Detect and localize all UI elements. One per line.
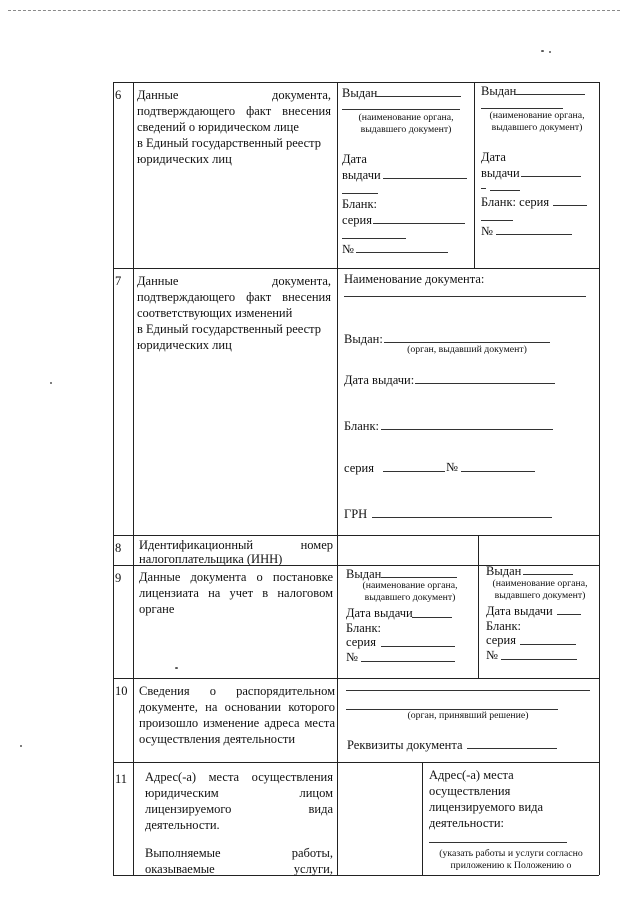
series-label: серия (486, 633, 516, 647)
field-hint: (наименование органа, (358, 112, 454, 123)
row-label-line: подтверждающего факт внесения (137, 104, 331, 118)
row-label-line: Адрес(-а) места осуществления (145, 770, 333, 784)
date-line (490, 190, 520, 191)
row-number: 11 (115, 772, 128, 786)
row-label-line: в Единый государственный реестр (137, 136, 322, 150)
date-label: Дата выдачи (486, 604, 553, 618)
row-label-line: соответствующих изменений (137, 306, 293, 320)
row-label-line: налогоплательщика (ИНН) (139, 552, 283, 566)
row-label-line: сведений о юридическом лице (137, 120, 299, 134)
date-label: Дата (342, 152, 367, 166)
document-name-label: Наименование документа: (344, 272, 485, 286)
row-label-line: Данные документа, (137, 88, 331, 102)
table-rule (478, 535, 479, 678)
issued-line (375, 96, 461, 97)
table-rule (474, 82, 475, 268)
issued-label: Выдан: (344, 332, 383, 346)
row-label-line: юридическим лицом (145, 786, 333, 800)
row-number: 6 (115, 88, 122, 102)
blank-label: Бланк: (486, 619, 522, 633)
row-number: 9 (115, 571, 122, 585)
blank-label: Бланк: (342, 197, 378, 211)
row-label-line: оказываемые услуги, (145, 862, 333, 876)
series-line (381, 646, 455, 647)
row-label-line: произошло изменение адреса места (139, 716, 335, 730)
table-rule (133, 82, 134, 875)
number-label: № (481, 224, 493, 238)
decision-line (346, 690, 590, 691)
date-label: Дата выдачи: (344, 373, 415, 387)
row-label-line: Выполняемые работы, (145, 846, 333, 860)
table-rule (113, 678, 599, 679)
issued-label: Выдан (481, 84, 517, 98)
scan-speck (541, 50, 544, 52)
scan-speck (549, 51, 551, 53)
date-line (481, 188, 486, 189)
series-line (342, 238, 406, 239)
row-label-line: Идентификационный номер (139, 538, 333, 552)
requisites-line (467, 748, 557, 749)
field-hint: (орган, принявший решение) (407, 710, 529, 721)
row-label-line: подтверждающего факт внесения (137, 290, 331, 304)
number-line (496, 234, 572, 235)
number-label: № (486, 648, 498, 662)
field-hint: выдавшего документ) (494, 590, 586, 601)
issued-label: Выдан (346, 567, 382, 581)
table-rule (599, 82, 600, 875)
series-label: серия (346, 635, 376, 649)
date-line (383, 178, 467, 179)
number-label: № (446, 460, 458, 474)
row-label-line: лицензиата на учет в налоговом (139, 586, 333, 600)
blank-label: Бланк: (344, 419, 380, 433)
row-label-line: юридических лиц (137, 152, 232, 166)
issued-line (481, 108, 563, 109)
row-label-line: Данные документа о постановке (139, 570, 333, 584)
table-rule (113, 762, 599, 763)
document-name-line (344, 296, 586, 297)
number-label: № (342, 242, 354, 256)
field-hint: (наименование органа, (492, 578, 588, 589)
issued-line (381, 577, 457, 578)
series-label: серия (344, 461, 374, 475)
row-label-line: Сведения о распорядительном (139, 684, 335, 698)
issued-label: Выдан (342, 86, 378, 100)
address-label-line: осуществления (429, 784, 511, 798)
field-hint: (указать работы и услуги согласно (439, 848, 583, 859)
date-line (342, 193, 378, 194)
row-label-line: Данные документа, (137, 274, 331, 288)
row-label-line: в Единый государственный реестр (137, 322, 322, 336)
table-rule (113, 82, 114, 875)
date-line (415, 383, 555, 384)
scan-speck (175, 667, 178, 669)
grn-label: ГРН (344, 507, 368, 521)
issued-line (514, 94, 585, 95)
scan-top-border (8, 10, 620, 11)
blank-label: Бланк: серия (481, 195, 550, 209)
date-line (412, 617, 452, 618)
table-rule (113, 268, 599, 269)
date-label: выдачи (481, 166, 520, 180)
series-label: серия (342, 213, 372, 227)
table-rule (113, 82, 599, 83)
field-hint: (наименование органа, (489, 110, 585, 121)
scan-speck (20, 745, 22, 747)
blank-line (381, 429, 553, 430)
works-line (429, 842, 567, 843)
series-line (481, 220, 513, 221)
field-hint: выдавшего документ) (491, 122, 583, 133)
address-label-line: деятельности: (429, 816, 505, 830)
issued-line (342, 109, 460, 110)
row-label-line: лицензируемого вида (145, 802, 333, 816)
table-rule (113, 535, 599, 536)
requisites-label: Реквизиты документа (347, 738, 463, 752)
date-label: выдачи (342, 168, 381, 182)
number-line (361, 661, 455, 662)
table-rule (337, 82, 338, 875)
field-hint: (орган, выдавший документ) (407, 344, 527, 355)
row-label-line: документе, на основании которого (139, 700, 335, 714)
series-line (383, 471, 445, 472)
series-line (373, 223, 465, 224)
blank-label: Бланк: (346, 621, 382, 635)
address-label-line: лицензируемого вида (429, 800, 544, 814)
number-line (461, 471, 535, 472)
date-label: Дата выдачи (346, 606, 413, 620)
date-label: Дата (481, 150, 506, 164)
issued-label: Выдан (486, 564, 522, 578)
field-hint: выдавшего документ) (360, 124, 452, 135)
number-label: № (346, 650, 358, 664)
row-label-line: осуществления деятельности (139, 732, 296, 746)
grn-line (372, 517, 552, 518)
scan-speck (50, 382, 52, 384)
number-line (356, 252, 448, 253)
address-label-line: Адрес(-а) места (429, 768, 514, 782)
field-hint: (наименование органа, (362, 580, 458, 591)
series-line (520, 644, 576, 645)
row-label-line: юридических лиц (137, 338, 232, 352)
table-rule (422, 762, 423, 875)
field-hint: выдавшего документ) (364, 592, 456, 603)
row-number: 8 (115, 541, 122, 555)
row-number: 10 (115, 684, 128, 698)
field-hint: приложению к Положению о (450, 860, 572, 871)
number-line (501, 659, 577, 660)
row-label-line: деятельности. (145, 818, 220, 832)
row-number: 7 (115, 274, 122, 288)
row-label-line: органе (139, 602, 175, 616)
issued-line (384, 342, 550, 343)
series-line (553, 205, 587, 206)
date-line (557, 614, 581, 615)
date-line (521, 176, 581, 177)
issued-line (523, 574, 573, 575)
